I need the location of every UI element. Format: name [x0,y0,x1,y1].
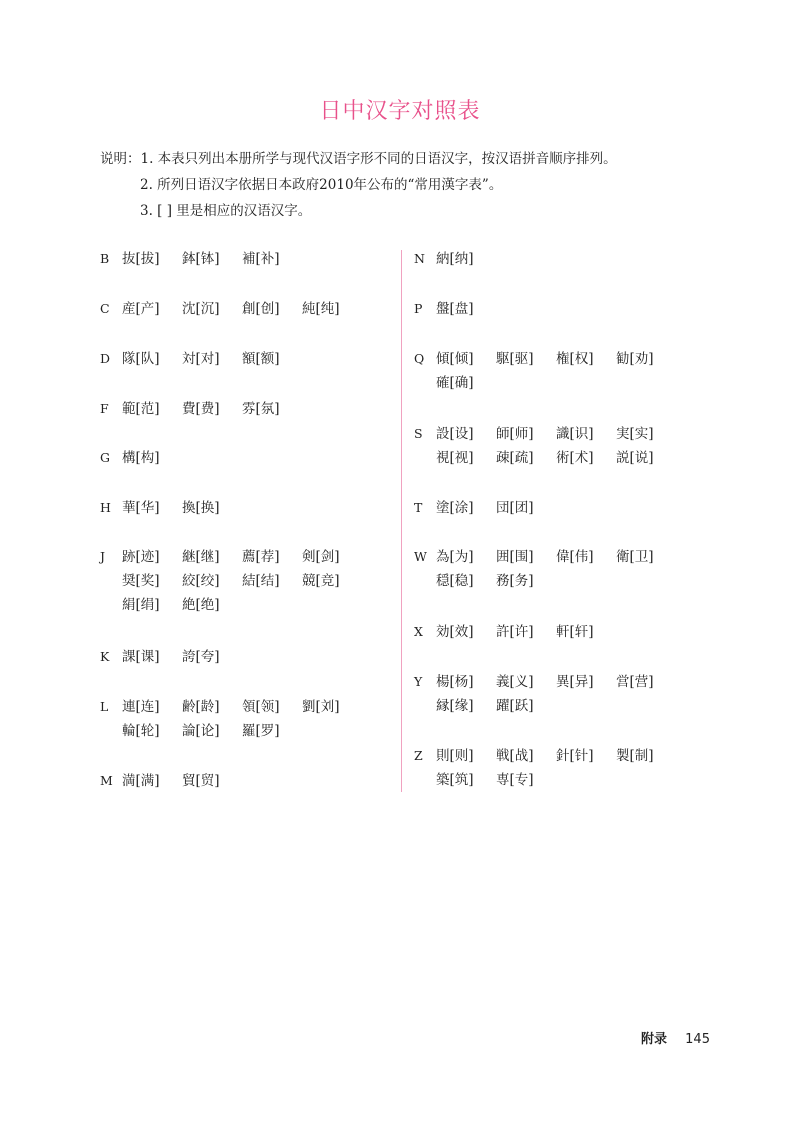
character-pair: 創[创] [242,301,280,317]
character-pair: 団[团] [496,500,534,516]
entry-row [122,645,390,669]
note-3: 3. [ ] 里是相应的汉语汉字。 [140,203,312,219]
character-pair: 実[实] [616,426,654,442]
page-footer [641,1028,710,1047]
character-pair: 穏[稳] [436,573,474,589]
note-2: 2. 所列日语汉字依据日本政府2010年公布的“常用漢字表”。 [140,177,503,193]
character-pair: 補[补] [242,251,280,267]
character-pair: 為[为] [436,549,474,565]
group-letter: T [414,500,423,515]
entry-row [122,397,390,421]
character-pair: 戦[战] [496,748,534,764]
character-pair: 連[连] [122,699,160,715]
character-pair: 継[继] [182,549,220,565]
character-pair: 羅[罗] [242,723,280,739]
character-pair: 絞[绞] [182,573,220,589]
character-pair: 許[许] [496,624,534,640]
character-pair: 権[权] [556,351,594,367]
character-pair: 奨[奖] [122,573,160,589]
entry-row [436,371,704,395]
group-letter: S [414,426,423,441]
character-pair: 営[营] [616,674,654,690]
group-letter: X [414,624,423,639]
entry-row [122,769,390,793]
entry-row [436,347,704,371]
entry-row [436,694,704,718]
character-pair: 師[师] [496,426,534,442]
group-letter: P [414,301,423,316]
column-divider [401,250,402,792]
group-letter: K [100,649,110,664]
entry-row [122,446,390,470]
entry-row [122,297,390,321]
group-letter: N [414,251,425,266]
character-pair: 隊[队] [122,351,160,367]
character-pair: 則[则] [436,748,474,764]
character-pair: 義[义] [496,674,534,690]
character-pair: 駆[驱] [496,351,534,367]
group-entries [436,422,704,470]
character-pair: 疎[疏] [496,450,534,466]
character-pair: 術[术] [556,450,594,466]
entry-row [122,247,390,271]
entry-row [122,695,390,719]
page-title: 日中汉字对照表 [319,99,481,124]
group-letter: Y [414,674,423,689]
entry-row [122,569,390,593]
character-pair: 異[异] [556,674,594,690]
character-pair: 務[务] [496,573,534,589]
notes [100,146,617,224]
group-entries [122,347,390,371]
character-pair: 縁[缘] [436,698,474,714]
character-pair: 鉢[钵] [182,251,220,267]
entry-row [436,496,704,520]
group-letter: L [100,699,109,714]
group-entries [436,297,704,321]
entry-row [122,593,390,617]
group-entries [122,645,390,669]
character-pair: 抜[拔] [122,251,160,267]
character-pair: 軒[轩] [556,624,594,640]
group-letter: F [100,401,109,416]
character-pair: 費[费] [182,401,220,417]
group-letter: B [100,251,110,266]
character-pair: 設[设] [436,426,474,442]
page-number: 145 [685,1032,710,1047]
group-entries [436,620,704,644]
group-entries [122,769,390,793]
group-letter: W [414,549,427,564]
character-pair: 視[视] [436,450,474,466]
character-pair: 盤[盘] [436,301,474,317]
group-letter: D [100,351,111,366]
group-entries [436,247,704,271]
character-pair: 針[针] [556,748,594,764]
character-pair: 識[识] [556,426,594,442]
group-entries [436,347,704,395]
entry-row [436,670,704,694]
group-letter: M [100,773,113,788]
note-1: 说明：1. 本表只列出本册所学与现代汉语字形不同的日语汉字，按汉语拼音顺序排列。 [100,151,617,167]
character-pair: 勧[劝] [616,351,654,367]
character-pair: 純[纯] [302,301,340,317]
group-letter: G [100,450,110,465]
character-pair: 確[确] [436,375,474,391]
entry-row [436,422,704,446]
character-pair: 誇[夸] [182,649,220,665]
entry-row [122,496,390,520]
group-letter: C [100,301,110,316]
entry-row [122,347,390,371]
entry-row [436,247,704,271]
character-pair: 跡[迹] [122,549,160,565]
character-pair: 華[华] [122,500,160,516]
character-pair: 額[额] [242,351,280,367]
group-letter: Z [414,748,423,763]
character-pair: 効[效] [436,624,474,640]
group-letter: Q [414,351,425,366]
group-letter: J [100,549,106,564]
entry-row [436,446,704,470]
character-pair: 齢[龄] [182,699,220,715]
character-pair: 満[满] [122,773,160,789]
character-pair: 絹[绢] [122,597,160,613]
character-pair: 競[竞] [302,573,340,589]
group-entries [122,695,390,743]
group-entries [436,496,704,520]
character-pair: 躍[跃] [496,698,534,714]
character-pair: 領[领] [242,699,280,715]
group-entries [122,297,390,321]
character-pair: 薦[荐] [242,549,280,565]
character-pair: 換[换] [182,500,220,516]
character-pair: 結[结] [242,573,280,589]
character-pair: 課[课] [122,649,160,665]
character-pair: 楊[杨] [436,674,474,690]
character-pair: 塗[涂] [436,500,474,516]
entry-row [122,545,390,569]
entry-row [436,545,704,569]
character-pair: 製[制] [616,748,654,764]
character-pair: 対[对] [182,351,220,367]
character-pair: 範[范] [122,401,160,417]
character-pair: 専[专] [496,772,534,788]
character-pair: 輪[轮] [122,723,160,739]
entry-row [436,569,704,593]
character-pair: 沈[沉] [182,301,220,317]
character-pair: 傾[倾] [436,351,474,367]
group-letter: H [100,500,111,515]
character-pair: 貿[贸] [182,773,220,789]
character-pair: 絶[绝] [182,597,220,613]
group-entries [122,496,390,520]
character-pair: 雰[氛] [242,401,280,417]
character-pair: 剣[剑] [302,549,340,565]
character-pair: 説[说] [616,450,654,466]
character-pair: 築[筑] [436,772,474,788]
group-entries [122,397,390,421]
entry-row [122,719,390,743]
entry-row [436,297,704,321]
group-entries [122,545,390,617]
footer-label: 附录 [641,1032,668,1047]
character-pair: 論[论] [182,723,220,739]
character-pair: 劉[刘] [302,699,340,715]
entry-row [436,620,704,644]
group-entries [122,446,390,470]
group-entries [436,670,704,718]
character-pair: 偉[伟] [556,549,594,565]
entry-row [436,768,704,792]
character-pair: 囲[围] [496,549,534,565]
character-pair: 衛[卫] [616,549,654,565]
group-entries [436,545,704,593]
character-pair: 構[构] [122,450,160,466]
entry-row [436,744,704,768]
character-pair: 納[纳] [436,251,474,267]
group-entries [436,744,704,792]
character-pair: 産[产] [122,301,160,317]
group-entries [122,247,390,271]
